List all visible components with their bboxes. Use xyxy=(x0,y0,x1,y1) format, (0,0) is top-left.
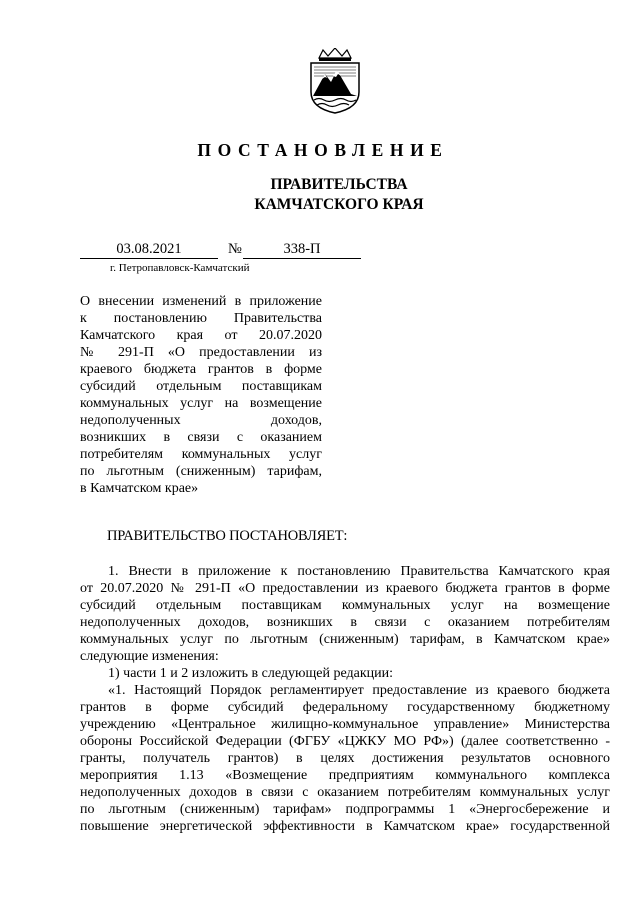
subject-line: субсидий отдельным поставщикам xyxy=(80,379,322,394)
authority-line-2: КАМЧАТСКОГО КРАЯ xyxy=(254,195,424,213)
subject-line: О внесении изменений в приложение xyxy=(80,294,322,309)
decree-heading: ПРАВИТЕЛЬСТВО ПОСТАНОВЛЯЕТ: xyxy=(107,528,348,544)
body-line: коммунальных услуг по льготным (сниженным) тарифам, в Камчатском крае» xyxy=(80,632,610,647)
body-line: гранты, получатель грантов) в целях достижения результатов основного xyxy=(80,751,610,766)
authority-line-1: ПРАВИТЕЛЬСТВА xyxy=(270,176,408,193)
subject-line: в Камчатском крае» xyxy=(80,481,199,496)
document-number: 338-П xyxy=(243,241,361,259)
body-line: обороны Российской Федерации (ФГБУ «ЦЖКУ МО РФ») (далее соответственно - xyxy=(80,734,610,749)
subject-line: недополученных доходов, xyxy=(80,413,322,428)
document-date: 03.08.2021 xyxy=(80,241,218,259)
kamchatka-coat-of-arms-icon xyxy=(305,48,365,114)
subject-line: коммунальных услуг на возмещение xyxy=(80,396,322,411)
body-line: «1. Настоящий Порядок регламентирует предоставление из краевого бюджета xyxy=(108,683,610,698)
body-line: от 20.07.2020 № 291-П «О предоставлении из краевого бюджета грантов в форме xyxy=(80,581,610,596)
subject-line: потребителям коммунальных услуг xyxy=(80,447,322,462)
body-line: 1) части 1 и 2 изложить в следующей редакции: xyxy=(108,666,394,681)
subject-line: № 291-П «О предоставлении из xyxy=(80,345,322,360)
body-line: по льготным (сниженным) тарифам» подпрограммы 1 «Энергосбережение и xyxy=(80,802,610,817)
subject-line: к постановлению Правительства xyxy=(80,311,322,326)
body-line: повышение энергетической эффективности в Камчатском крае» государственной xyxy=(80,819,610,834)
body-line: 1. Внести в приложение к постановлению Правительства Камчатского края xyxy=(108,564,610,579)
body-line: недополученных доходов, возникших в связи с оказанием потребителям xyxy=(80,615,610,630)
body-line: недополученных доходов в связи с оказанием потребителям коммунальных услуг xyxy=(80,785,610,800)
body-line: учреждению «Центральное жилищно-коммунальное управление» Министерства xyxy=(80,717,610,732)
subject-line: краевого бюджета грантов в форме xyxy=(80,362,322,377)
document-body xyxy=(80,563,610,835)
subject-line: Камчатского края от 20.07.2020 xyxy=(80,328,322,343)
issue-city: г. Петропавловск-Камчатский xyxy=(110,262,250,274)
body-line: субсидий отдельным поставщикам коммунальных услуг на возмещение xyxy=(80,598,610,613)
subject-line: возникших в связи с оказанием xyxy=(80,430,322,445)
body-line: мероприятия 1.13 «Возмещение предприятиям коммунального комплекса xyxy=(80,768,610,783)
body-line: грантов в форме субсидий федеральному государственному бюджетному xyxy=(80,700,610,715)
document-subject xyxy=(80,293,322,497)
issuing-authority xyxy=(0,175,640,214)
document-title: ПОСТАНОВЛЕНИЕ xyxy=(197,140,449,160)
number-sign: № xyxy=(228,241,242,257)
subject-line: по льготным (сниженным) тарифам, xyxy=(80,464,322,479)
body-line: следующие изменения: xyxy=(80,649,219,664)
